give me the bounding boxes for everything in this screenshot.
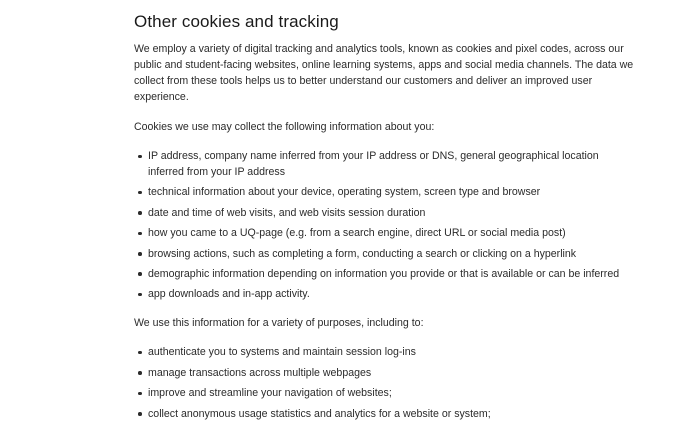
list-item: technical information about your device, operating system, screen type and browser	[134, 184, 634, 200]
list-item: improve and streamline your navigation of websites;	[134, 385, 634, 401]
list-item: manage transactions across multiple webpages	[134, 365, 634, 381]
list-item: IP address, company name inferred from your IP address or DNS, general geographical location inferred from your IP address	[134, 148, 634, 180]
list-item: authenticate you to systems and maintain session log-ins	[134, 344, 634, 360]
intro-paragraph: We employ a variety of digital tracking and analytics tools, known as cookies and pixel codes, across our public and student-facing websites, online learning systems, apps and social media channels. The data we collect from these tools helps us to better understand our customers and deliver an improved user experience.	[134, 43, 634, 103]
list-item: date and time of web visits, and web visits session duration	[134, 205, 634, 221]
list-item: browsing actions, such as completing a form, conducting a search or clicking on a hyperlink	[134, 246, 634, 262]
list-item: how you came to a UQ-page (e.g. from a search engine, direct URL or social media post)	[134, 225, 634, 241]
collected-info-list	[134, 148, 634, 302]
purposes-list	[134, 344, 634, 421]
list-item: collect anonymous usage statistics and analytics for a website or system;	[134, 406, 634, 422]
section-title: Other cookies and tracking	[134, 12, 339, 31]
cookies-section	[134, 10, 634, 426]
list-item: demographic information depending on information you provide or that is available or can be inferred	[134, 266, 634, 282]
purpose-lead-text: We use this information for a variety of purposes, including to:	[134, 317, 424, 330]
collect-lead-text: Cookies we use may collect the following information about you:	[134, 121, 435, 133]
list-item: app downloads and in-app activity.	[134, 286, 634, 302]
